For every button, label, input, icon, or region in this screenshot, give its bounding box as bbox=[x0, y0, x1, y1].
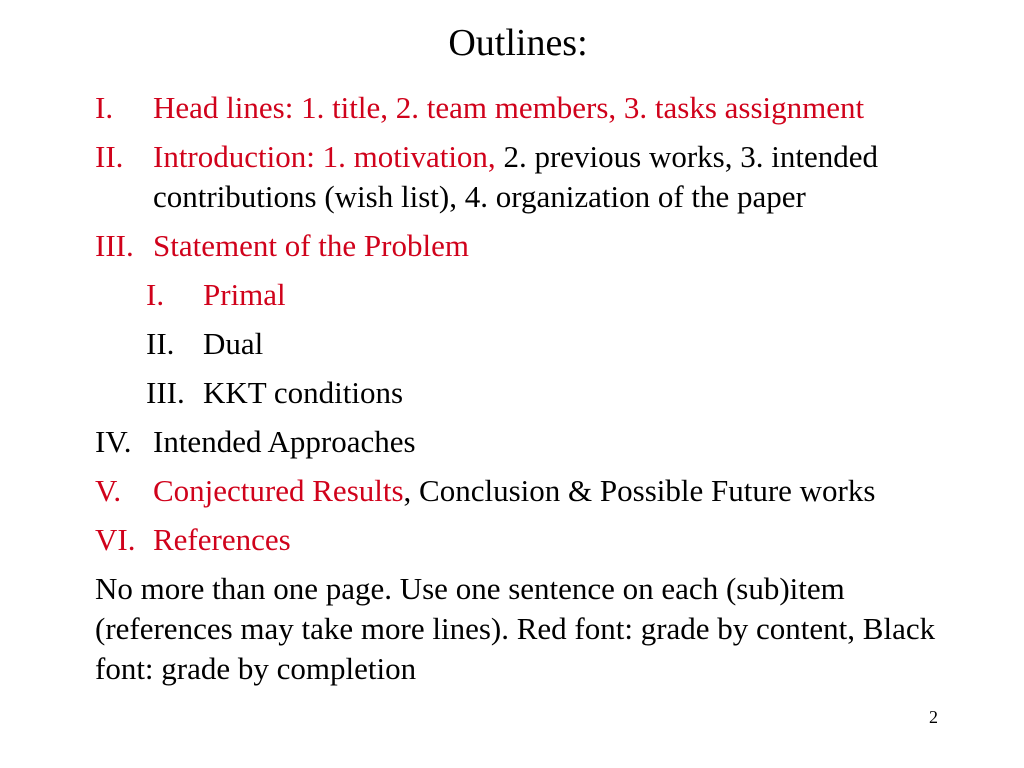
item-numeral: V. bbox=[95, 473, 122, 508]
subitem-text: Dual bbox=[203, 326, 264, 361]
item-numeral: I. bbox=[95, 90, 114, 125]
item-numeral: VI. bbox=[95, 522, 136, 557]
item-text: Head lines: 1. title, 2. team members, 3. tasks assignment bbox=[153, 90, 865, 125]
subitem-numeral: III. bbox=[146, 375, 185, 410]
item-text: Intended Approaches bbox=[153, 424, 416, 459]
subitem-numeral: I. bbox=[146, 277, 165, 312]
item-text bbox=[153, 137, 975, 217]
item-text-red-part: Introduction: 1. motivation, bbox=[153, 139, 496, 174]
outline-item-results bbox=[95, 471, 975, 511]
item-numeral: IV. bbox=[95, 424, 132, 459]
outline-content bbox=[95, 88, 975, 689]
subitem-text: Primal bbox=[203, 277, 286, 312]
item-text-red-part: Conjectured Results bbox=[153, 473, 404, 508]
outline-item-references bbox=[95, 520, 975, 560]
item-text: References bbox=[153, 522, 291, 557]
page-number: 2 bbox=[929, 707, 938, 727]
outline-subitem-kkt bbox=[146, 373, 975, 413]
item-numeral: II. bbox=[95, 139, 124, 174]
subitem-numeral: II. bbox=[146, 326, 175, 361]
outline-item-introduction bbox=[95, 137, 975, 217]
slide-title: Outlines: bbox=[448, 22, 588, 64]
outline-item-headlines bbox=[95, 88, 975, 128]
grading-note: No more than one page. Use one sentence on each (sub)item (references may take more lines). Red font: grade by content, Black font: grade by completion bbox=[95, 571, 936, 686]
outline-item-statement bbox=[95, 226, 975, 266]
item-text bbox=[153, 471, 975, 511]
outline-subitem-primal bbox=[146, 275, 975, 315]
item-text: Statement of the Problem bbox=[153, 228, 469, 263]
item-text-black-part: 2. previous works, 3. intended contributions (wish list), 4. organization of the paper bbox=[153, 139, 878, 214]
subitem-text: KKT conditions bbox=[203, 375, 404, 410]
outline-subitem-dual bbox=[146, 324, 975, 364]
item-text-black-part: , Conclusion & Possible Future works bbox=[403, 473, 876, 508]
outline-item-approaches bbox=[95, 422, 975, 462]
item-numeral: III. bbox=[95, 228, 134, 263]
